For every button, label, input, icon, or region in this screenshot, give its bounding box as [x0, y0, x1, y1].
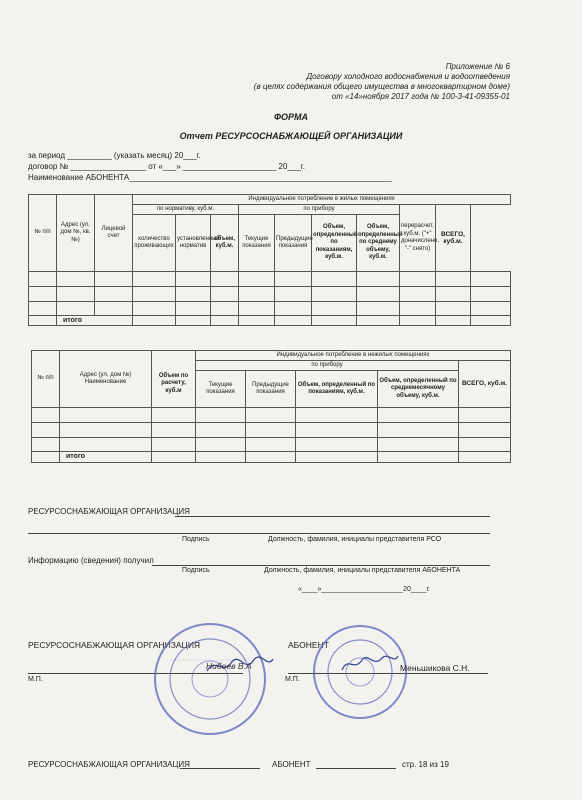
total-row [29, 316, 511, 326]
appendix-number: Приложение № 6 [445, 62, 510, 71]
col-norm-volume: объем, куб.м. [211, 215, 239, 272]
col-total: ВСЕГО, куб.м. [436, 205, 471, 272]
footer-rso-line [180, 768, 260, 769]
col2-number: № п/п [32, 351, 60, 408]
rso-position-line [28, 533, 490, 534]
nonresidential-table [31, 350, 511, 463]
residential-group-header: Индивидуальное потребление в жилых помещениях [133, 195, 511, 205]
col-account: Лицевой счет [95, 195, 133, 272]
col2-volume-avg: Объем, определенный по среднемесячному объему, куб.м. [378, 371, 459, 408]
nonresidential-group-header: Индивидуальное потребление в нежилых помещениях [196, 351, 511, 361]
footer-subscriber-label: АБОНЕНТ [272, 760, 311, 769]
appendix-line3: от «14»ноября 2017 года № 100-3-41-09355-01 [331, 92, 510, 101]
col-number: № п/п [29, 195, 57, 272]
total2-label: итого [60, 452, 152, 463]
col-volume-meter: Объем, определенный по показаниям, куб.м. [312, 215, 357, 272]
col2-address: Адрес (ул, дом №) Наименование [60, 351, 152, 408]
received-line [152, 565, 490, 566]
total-row [32, 452, 511, 463]
table-row [32, 423, 511, 438]
table-row [32, 408, 511, 423]
footer-rso-label: РЕСУРСОСНАБЖАЮЩАЯ ОРГАНИЗАЦИЯ [28, 760, 190, 769]
col-address: Адрес (ул, дом №, кв.№) [57, 195, 95, 272]
subscriber-signature-icon [340, 652, 400, 674]
col-previous: Предыдущие показания [275, 215, 312, 272]
table-row [32, 438, 511, 452]
bottom-rso-label: РЕСУРСОСНАБЖАЮЩАЯ ОРГАНИЗАЦИЯ [28, 640, 201, 650]
col2-total: ВСЕГО, куб.м. [459, 361, 511, 408]
subscriber-signer-name: Меньшикова С.Н. [400, 663, 470, 673]
sign2-caption: Подпись [182, 567, 210, 574]
position1-caption: Должность, фамилия, инициалы представителя РСО [268, 536, 442, 543]
appendix-line1: Договору холодного водоснабжения и водоотведения [306, 72, 510, 81]
col-volume-avg: Объем, определенный по среднему объему, куб.м. [357, 215, 400, 272]
total-label: итого [57, 316, 133, 326]
received-label: Информацию (сведения) получил [28, 556, 154, 565]
page-number: стр. 18 из 19 [402, 760, 449, 769]
position2-caption: Должность, фамилия, инициалы представителя АБОНЕНТА [264, 567, 461, 574]
contract-line: договор № _________________ от «___» _____________________ 20___г. [28, 162, 305, 171]
rso-label: РЕСУРСОСНАБЖАЮЩАЯ ОРГАНИЗАЦИЯ [28, 507, 190, 516]
col-norm: установленный норматив [176, 215, 211, 272]
residential-table [28, 194, 511, 326]
date-line: «____»_____________________20____г. [298, 586, 431, 593]
meter2-header: по прибору [196, 361, 459, 371]
table-row [29, 287, 511, 302]
col2-current: Текущие показания [196, 371, 246, 408]
table-row [29, 272, 511, 287]
appendix-line2: (в целях содержания общего имущества в многоквартирном доме) [253, 82, 510, 91]
subscriber-line: Наименование АБОНЕНТА___________________________________________________________ [28, 173, 392, 182]
norm-header: по нормативу, куб.м. [133, 205, 239, 215]
table-row [29, 302, 511, 316]
meter-header: по прибору [239, 205, 400, 215]
col2-volume-meter: Объем, определенный по показаниям, куб.м. [296, 371, 378, 408]
mp-right: М.П. [285, 676, 300, 683]
rso-stamp-icon [150, 620, 270, 738]
mp-left: М.П. [28, 676, 43, 683]
sign1-caption: Подпись [182, 536, 210, 543]
col-current: Текущие показания [239, 215, 275, 272]
rso-signer-name: Нибеев В.А [206, 661, 252, 671]
form-title: ФОРМА [273, 112, 309, 122]
col2-previous: Предыдущие показания [246, 371, 296, 408]
col2-calc: Объем по расчету, куб.м [152, 361, 196, 408]
period-line: за период __________ (указать месяц) 20___г. [28, 151, 201, 160]
rso-sign-line [175, 516, 490, 517]
form-subtitle: Отчет РЕСУРСОСНАБЖАЮЩЕЙ ОРГАНИЗАЦИИ [179, 131, 403, 141]
bottom-subscriber-label: АБОНЕНТ [288, 640, 329, 650]
col-recalc: перерасчет, куб.м. ("+" доначислено, "-" снято) [400, 205, 436, 272]
footer-subscriber-line [316, 768, 396, 769]
col-residents: количество проживающих [133, 215, 176, 272]
